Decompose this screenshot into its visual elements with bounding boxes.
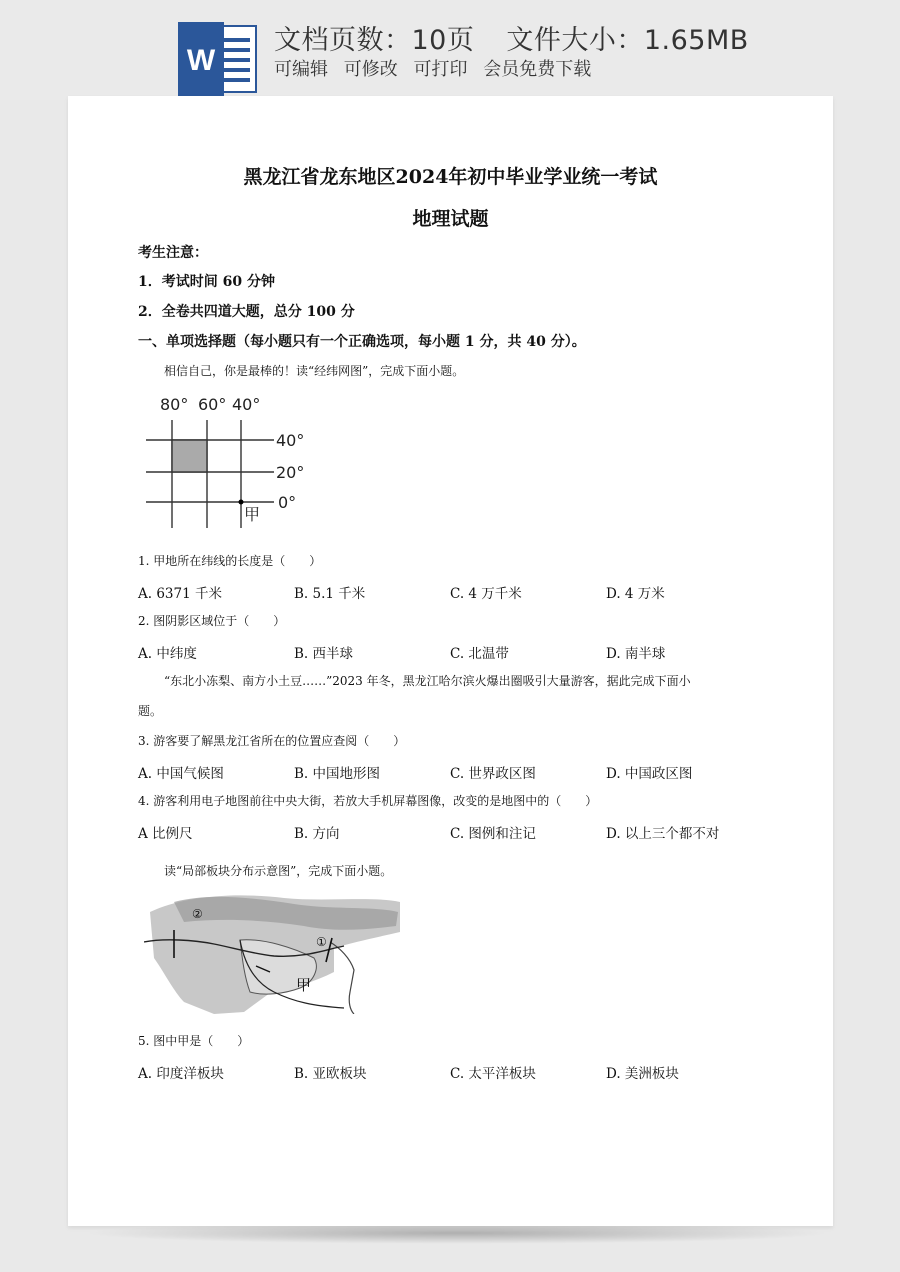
q3-option-b: B. 中国地形图 [294,766,381,782]
q5-option-c: C. 太平洋板块 [450,1066,536,1082]
header-banner [0,0,900,100]
page-count-text: 文档页数：10页 [274,25,475,56]
lat-label-0: 0° [278,493,297,512]
q1-option-c: C. 4 万千米 [450,586,522,602]
q3-option-a: A. 中国气候图 [138,766,224,782]
question-4-stem: 4. 游客利用电子地图前往中央大街，若放大手机屏幕图像，改变的是地图中的（ ） [138,794,598,808]
feature-printable: 可打印 [413,59,468,80]
point-jia-marker [239,500,244,505]
marker-1-label: ① [316,935,327,949]
q4-option-a: A 比例尺 [138,826,193,842]
lat-long-grid-figure [144,392,314,538]
q2-option-a: A. 中纬度 [138,646,197,662]
lon-label-40: 40° [232,395,261,414]
intro-text-1: 相信自己，你是最棒的！读“经纬网图”，完成下面小题。 [164,364,465,378]
exam-title: 黑龙江省龙东地区2024年初中毕业学业统一考试 [243,166,658,188]
lat-label-20: 20° [276,463,305,482]
question-3-stem: 3. 游客要了解黑龙江省所在的位置应查阅（ ） [138,734,406,748]
section-heading: 一、单项选择题（每小题只有一个正确选项，每小题 1 分，共 40 分）。 [138,334,586,350]
plate-map-figure [144,892,404,1014]
file-size-text: 文件大小：1.65MB [506,25,749,56]
q2-option-c: C. 北温带 [450,646,509,662]
exam-subtitle: 地理试题 [412,208,489,230]
svg-text:W: W [186,44,216,77]
question-1-stem: 1. 甲地所在纬线的长度是（ ） [138,554,322,568]
marker-2-label: ② [192,907,203,921]
notice-heading: 考生注意： [138,245,208,261]
feature-editable: 可编辑 [274,59,328,80]
lon-label-80: 80° [160,395,189,414]
q1-option-d: D. 4 万米 [606,586,665,602]
intro-text-2-line1: “东北小冻梨、南方小土豆……”2023 年冬，黑龙江哈尔滨火爆出圈吸引大量游客，据此完成下面小 [164,674,691,688]
q5-option-b: B. 亚欧板块 [294,1066,367,1082]
q4-option-c: C. 图例和注记 [450,826,536,842]
q4-option-d: D. 以上三个都不对 [606,826,720,842]
intro-text-3: 读“局部板块分布示意图”，完成下面小题。 [164,864,393,878]
q2-option-d: D. 南半球 [606,646,666,662]
notice-item-1: 1．考试时间 60 分钟 [138,274,275,290]
plate-jia-label: 甲 [296,976,312,994]
notice-item-2: 2．全卷共四道大题，总分 100 分 [138,304,355,320]
q2-option-b: B. 西半球 [294,646,354,662]
lat-label-40: 40° [276,431,305,450]
question-2-stem: 2. 图阴影区域位于（ ） [138,614,286,628]
q1-option-a: A. 6371 千米 [138,586,222,602]
question-5-stem: 5. 图中甲是（ ） [138,1034,250,1048]
shaded-area [172,440,207,472]
q5-option-a: A. 印度洋板块 [138,1066,224,1082]
feature-member-download: 会员免费下载 [483,59,592,80]
q4-option-b: B. 方向 [294,826,340,842]
word-document-icon [178,22,258,96]
q3-option-c: C. 世界政区图 [450,766,536,782]
q5-option-d: D. 美洲板块 [606,1066,679,1082]
document-page [68,96,833,1226]
q1-option-b: B. 5.1 千米 [294,586,366,602]
q3-option-d: D. 中国政区图 [606,766,693,782]
intro-text-2-line2: 题。 [138,704,163,718]
feature-modifiable: 可修改 [343,59,398,80]
point-jia-label: 甲 [244,505,261,524]
lon-label-60: 60° [198,395,227,414]
feature-list [274,55,601,81]
file-info-line [274,18,749,57]
